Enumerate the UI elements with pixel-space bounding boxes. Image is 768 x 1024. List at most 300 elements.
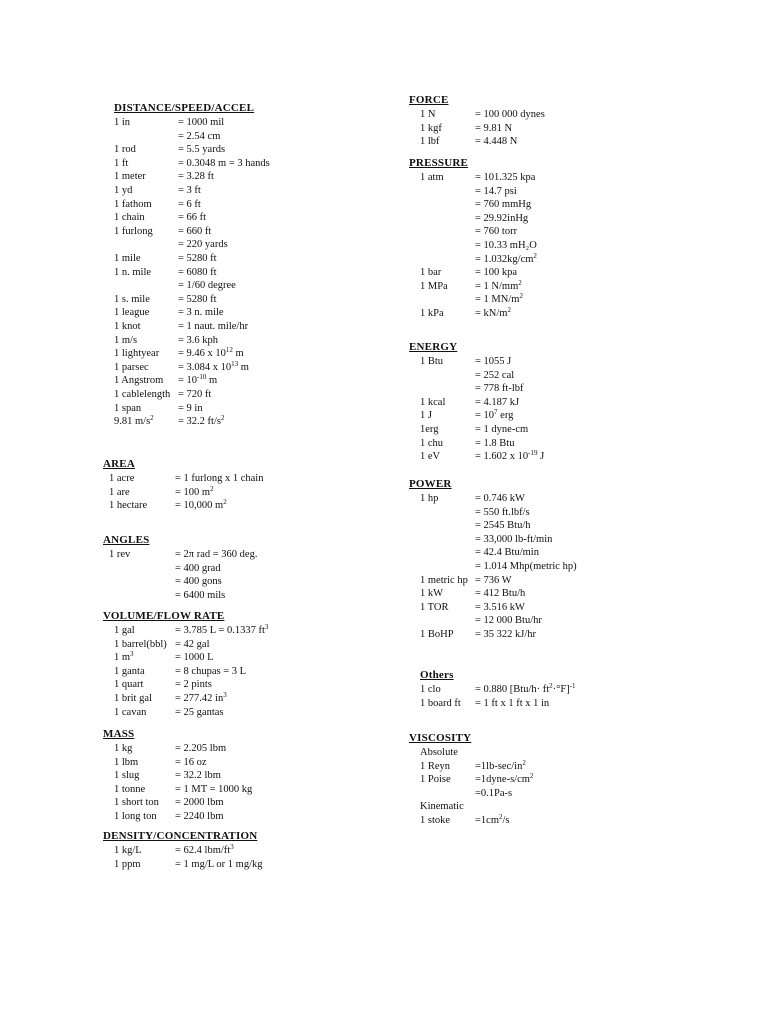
conversion-row bbox=[420, 293, 680, 306]
conversion-row bbox=[420, 185, 680, 198]
unit-text: 1 kW bbox=[420, 588, 444, 600]
equivalent-value bbox=[175, 665, 246, 678]
value-superscript: 2 bbox=[533, 251, 537, 260]
equivalent-value bbox=[175, 706, 224, 719]
value-superscript: 2 bbox=[518, 278, 522, 287]
unit-label bbox=[114, 116, 130, 129]
unit-label bbox=[114, 638, 167, 651]
unit-text: 1 n. mile bbox=[114, 266, 152, 278]
value-text: = 1 mg/L or 1 mg/kg bbox=[175, 858, 263, 870]
equivalent-value bbox=[475, 253, 537, 266]
unit-text: Kinematic bbox=[420, 801, 464, 813]
value-superscript: 2 bbox=[522, 758, 526, 767]
unit-label bbox=[420, 437, 443, 450]
conversion-row bbox=[420, 396, 680, 409]
value-text: = 2π rad = 360 deg. bbox=[175, 549, 258, 560]
equivalent-value bbox=[175, 692, 227, 705]
conversion-row bbox=[420, 280, 680, 293]
equivalent-value bbox=[175, 472, 263, 485]
unit-label bbox=[114, 706, 146, 719]
equivalent-value bbox=[178, 347, 244, 360]
unit-label bbox=[114, 320, 141, 333]
value-text: =1lb-sec/in bbox=[475, 760, 523, 772]
section-title-distance: DISTANCE/SPEED/ACCEL bbox=[114, 102, 255, 114]
unit-label bbox=[420, 396, 445, 409]
section-title-volume: VOLUME/FLOW RATE bbox=[103, 610, 225, 622]
equivalent-value bbox=[475, 574, 512, 587]
conversion-row bbox=[114, 143, 374, 156]
value-suffix: /s bbox=[502, 815, 510, 826]
conversion-row bbox=[114, 170, 374, 183]
equivalent-value bbox=[475, 280, 522, 293]
unit-label bbox=[114, 211, 145, 224]
unit-text: 1 league bbox=[114, 307, 150, 319]
value-text: = 760 torr bbox=[475, 226, 518, 238]
unit-text: 1 m bbox=[114, 652, 131, 664]
equivalent-value bbox=[175, 769, 221, 782]
conversion-row bbox=[114, 347, 374, 360]
equivalent-value bbox=[475, 697, 549, 710]
value-text: = 6400 mils bbox=[175, 589, 226, 601]
unit-text: 1 J bbox=[420, 410, 432, 422]
conversion-row bbox=[420, 519, 680, 532]
equivalent-value bbox=[178, 143, 225, 156]
value-text: = 5.5 yards bbox=[178, 144, 226, 156]
conversion-row bbox=[114, 665, 374, 678]
section-title-force: FORCE bbox=[409, 94, 449, 106]
unit-label bbox=[114, 402, 141, 415]
conversion-row bbox=[420, 450, 680, 463]
value-superscript: 3 bbox=[230, 843, 234, 851]
equivalent-value bbox=[175, 575, 222, 588]
conversion-row bbox=[114, 293, 374, 306]
unit-text: 1 tonne bbox=[114, 783, 146, 795]
value-text: = 25 gantas bbox=[175, 706, 224, 718]
unit-text: 1 TOR bbox=[420, 601, 449, 613]
unit-text: 1 are bbox=[109, 486, 130, 498]
conversion-row bbox=[114, 769, 374, 782]
unit-text: 1 mile bbox=[114, 253, 141, 264]
conversion-row bbox=[114, 678, 374, 691]
conversion-row bbox=[420, 760, 680, 773]
unit-text: 1 furlong bbox=[114, 225, 153, 237]
equivalent-value bbox=[178, 334, 218, 347]
conversion-row bbox=[420, 628, 680, 641]
conversion-row bbox=[420, 800, 680, 813]
unit-text: Absolute bbox=[420, 747, 458, 758]
value-text: = 252 cal bbox=[475, 369, 515, 381]
value-text: = 2 pints bbox=[175, 679, 212, 691]
unit-text: 1 hp bbox=[420, 493, 439, 504]
value-text: =0.1Pa-s bbox=[475, 787, 513, 799]
unit-text: 1 rev bbox=[109, 549, 131, 560]
equivalent-value bbox=[475, 519, 531, 532]
conversion-row bbox=[114, 184, 374, 197]
unit-label bbox=[420, 266, 441, 279]
unit-label bbox=[420, 773, 451, 786]
equivalent-value bbox=[475, 108, 545, 121]
conversion-row bbox=[114, 402, 374, 415]
conversion-row bbox=[420, 198, 680, 211]
equivalent-value bbox=[178, 306, 224, 319]
value-superscript: 2 bbox=[499, 813, 503, 821]
value-text: = 1000 L bbox=[175, 652, 214, 664]
value-text: = 1000 mil bbox=[178, 117, 225, 128]
conversion-row bbox=[114, 266, 374, 279]
conversion-row bbox=[420, 437, 680, 450]
conversion-row bbox=[420, 683, 680, 696]
unit-text: 1 kcal bbox=[420, 396, 446, 408]
equivalent-value bbox=[475, 560, 577, 573]
conversion-row bbox=[420, 814, 680, 827]
value-suffix: ·°F] bbox=[552, 684, 570, 695]
conversion-row bbox=[420, 355, 680, 368]
value-text: = 5280 ft bbox=[178, 253, 217, 264]
value-text: = 10.33 mH₂O bbox=[475, 240, 537, 251]
conversion-row bbox=[420, 533, 680, 546]
equivalent-value bbox=[178, 211, 206, 224]
equivalent-value bbox=[475, 450, 544, 463]
unit-label bbox=[114, 742, 132, 755]
conversion-row bbox=[114, 211, 374, 224]
equivalent-value bbox=[475, 628, 536, 641]
value-text: = kN/m bbox=[475, 308, 508, 319]
section-title-angles: ANGLES bbox=[103, 534, 150, 546]
value-text: = 2000 lbm bbox=[175, 797, 224, 809]
equivalent-value bbox=[475, 614, 542, 627]
value-text: = 42 gal bbox=[175, 638, 210, 650]
value-text: = 3.28 ft bbox=[178, 171, 214, 183]
equivalent-value bbox=[475, 239, 537, 252]
equivalent-value bbox=[475, 533, 552, 546]
conversion-row bbox=[114, 157, 374, 170]
unit-label bbox=[114, 306, 149, 319]
section-title-power: POWER bbox=[409, 478, 452, 490]
equivalent-value bbox=[475, 355, 511, 368]
equivalent-value bbox=[475, 369, 514, 382]
equivalent-value bbox=[178, 293, 217, 306]
value-superscript: 3 bbox=[223, 691, 227, 699]
value-text: = 720 ft bbox=[178, 389, 212, 400]
value-text: = 32.2 ft/s bbox=[178, 416, 221, 428]
conversion-row bbox=[109, 562, 369, 575]
conversion-row bbox=[420, 773, 680, 786]
equivalent-value bbox=[475, 212, 528, 225]
unit-label bbox=[114, 844, 142, 857]
unit-text: 1 eV bbox=[420, 451, 441, 463]
equivalent-value bbox=[175, 796, 224, 809]
unit-text: 1 BoHP bbox=[420, 629, 454, 640]
value-superscript: 2 bbox=[519, 292, 523, 301]
unit-text: 1 board ft bbox=[420, 697, 461, 709]
unit-text: 1 barrel(bbl) bbox=[114, 638, 167, 650]
section-title-density: DENSITY/CONCENTRATION bbox=[103, 830, 258, 842]
conversion-row bbox=[114, 796, 374, 809]
unit-text: 1 in bbox=[114, 117, 131, 128]
value-text: = 1 MN/m bbox=[475, 294, 520, 306]
unit-text: 1 kgf bbox=[420, 122, 442, 134]
conversion-row bbox=[114, 624, 374, 637]
value-text: = 3.084 x 10 bbox=[178, 361, 232, 373]
conversion-row bbox=[114, 388, 374, 401]
unit-label bbox=[114, 225, 153, 238]
unit-label bbox=[420, 409, 432, 422]
unit-label bbox=[114, 624, 135, 637]
equivalent-value bbox=[475, 773, 533, 786]
unit-text: 1 atm bbox=[420, 172, 444, 183]
equivalent-value bbox=[475, 266, 517, 279]
unit-label bbox=[114, 252, 141, 265]
conversion-row bbox=[114, 130, 374, 143]
value-text: = 1 dyne-cm bbox=[475, 424, 529, 435]
equivalent-value bbox=[475, 587, 525, 600]
value-text: = 2.54 cm bbox=[178, 130, 221, 142]
equivalent-value bbox=[178, 415, 224, 428]
equivalent-value bbox=[178, 225, 211, 238]
value-text: = 1 MT = 1000 kg bbox=[175, 783, 253, 795]
unit-text: 1 ft bbox=[114, 157, 129, 169]
equivalent-value bbox=[178, 116, 224, 129]
conversion-row bbox=[114, 320, 374, 333]
value-text: =1dyne-s/cm bbox=[475, 774, 530, 786]
equivalent-value bbox=[175, 562, 221, 575]
conversion-row bbox=[420, 787, 680, 800]
value-text: = 220 yards bbox=[178, 239, 228, 251]
conversion-row bbox=[114, 638, 374, 651]
value-text: = 62.4 lbm/ft bbox=[175, 845, 231, 856]
value-text: =1cm bbox=[475, 815, 499, 826]
value-text: = 10 bbox=[178, 375, 198, 387]
unit-label bbox=[114, 198, 152, 211]
equivalent-value bbox=[175, 624, 268, 637]
value-text: = 400 gons bbox=[175, 576, 222, 588]
value-text: = 12 000 Btu/hr bbox=[475, 615, 542, 627]
unit-text: 1 meter bbox=[114, 171, 146, 183]
equivalent-value bbox=[178, 388, 211, 401]
unit-label bbox=[114, 170, 146, 183]
unit-text: 1 lightyear bbox=[114, 348, 160, 360]
unit-label bbox=[114, 388, 170, 401]
value-text: = 412 Btu/h bbox=[475, 588, 526, 600]
equivalent-value bbox=[475, 787, 512, 800]
value-text: = 33,000 lb-ft/min bbox=[475, 533, 553, 545]
equivalent-value bbox=[178, 170, 214, 183]
unit-label bbox=[420, 601, 449, 614]
unit-label bbox=[420, 697, 461, 710]
conversion-row bbox=[114, 858, 374, 871]
unit-text: 1 kg/L bbox=[114, 845, 142, 856]
conversion-row bbox=[420, 697, 680, 710]
value-superscript: -10 bbox=[197, 373, 207, 382]
conversion-row bbox=[420, 212, 680, 225]
unit-text: 1 m/s bbox=[114, 334, 138, 346]
equivalent-value bbox=[178, 320, 248, 333]
unit-label bbox=[114, 692, 152, 705]
conversion-row bbox=[114, 844, 374, 857]
equivalent-value bbox=[475, 683, 576, 696]
equivalent-value bbox=[175, 858, 263, 871]
equivalent-value bbox=[475, 423, 528, 436]
conversion-row bbox=[420, 574, 680, 587]
equivalent-value bbox=[475, 293, 523, 306]
value-text: = 1 furlong x 1 chain bbox=[175, 473, 264, 484]
value-suffix: J bbox=[537, 451, 545, 463]
equivalent-value bbox=[175, 742, 226, 755]
value-text: = 66 ft bbox=[178, 212, 207, 224]
equivalent-value bbox=[175, 756, 207, 769]
value-text: = 32.2 lbm bbox=[175, 770, 221, 782]
value-text: = 400 grad bbox=[175, 562, 221, 574]
equivalent-value bbox=[475, 225, 517, 238]
conversion-row bbox=[420, 369, 680, 382]
unit-text: 1 slug bbox=[114, 770, 140, 782]
value-text: = 10,000 m bbox=[175, 500, 224, 512]
unit-text: 1 chain bbox=[114, 212, 145, 224]
value-text: = 8 chupas = 3 L bbox=[175, 665, 247, 677]
value-superscript: 2 bbox=[210, 484, 214, 493]
value-text: = 2240 lbm bbox=[175, 811, 224, 822]
unit-text: 1 clo bbox=[420, 684, 441, 695]
value-text: = 100 kpa bbox=[475, 267, 518, 279]
unit-label bbox=[420, 814, 450, 827]
value-text: = 277.42 in bbox=[175, 693, 224, 704]
equivalent-value bbox=[178, 402, 203, 415]
unit-label bbox=[420, 450, 440, 463]
unit-text: 1 lbf bbox=[420, 136, 440, 148]
equivalent-value bbox=[475, 307, 511, 320]
value-superscript: 7 bbox=[494, 408, 498, 417]
unit-label bbox=[114, 143, 136, 156]
unit-label bbox=[420, 587, 443, 600]
unit-text: 1 long ton bbox=[114, 811, 157, 822]
value-text: = 550 ft.lbf/s bbox=[475, 506, 530, 518]
unit-label bbox=[114, 415, 154, 428]
unit-label bbox=[109, 499, 147, 512]
value-superscript: 2 bbox=[549, 682, 553, 690]
conversion-row bbox=[420, 266, 680, 279]
value-suffix: m bbox=[232, 348, 244, 360]
equivalent-value bbox=[178, 374, 217, 387]
unit-label bbox=[114, 769, 139, 782]
conversion-row bbox=[420, 239, 680, 252]
equivalent-value bbox=[475, 760, 526, 773]
value-text: = 100 m bbox=[175, 486, 211, 498]
value-text: = 1/60 degree bbox=[178, 280, 236, 292]
section-title-energy: ENERGY bbox=[409, 341, 458, 353]
equivalent-value bbox=[178, 130, 220, 143]
unit-text: 1 hectare bbox=[109, 500, 148, 512]
value-text: = 100 000 dynes bbox=[475, 109, 545, 120]
unit-text: 1 fathom bbox=[114, 198, 152, 210]
value-text: = 736 W bbox=[475, 574, 512, 586]
unit-label bbox=[420, 355, 443, 368]
conversion-row bbox=[420, 122, 680, 135]
value-text: = 4.448 N bbox=[475, 136, 518, 148]
equivalent-value bbox=[175, 499, 227, 512]
unit-text: 1 brit gal bbox=[114, 693, 152, 704]
unit-label bbox=[114, 756, 138, 769]
unit-label bbox=[114, 665, 145, 678]
conversion-row bbox=[114, 306, 374, 319]
equivalent-value bbox=[175, 651, 214, 664]
unit-label bbox=[420, 492, 438, 505]
value-text: = 3.516 kW bbox=[475, 601, 525, 613]
equivalent-value bbox=[475, 185, 517, 198]
value-superscript: 12 bbox=[225, 346, 233, 355]
unit-text: 1 yd bbox=[114, 185, 133, 196]
unit-label bbox=[114, 858, 141, 871]
value-text: = 3.6 kph bbox=[178, 334, 219, 346]
value-text: = 1 ft x 1 ft x 1 in bbox=[475, 697, 550, 709]
conversion-row bbox=[114, 651, 374, 664]
unit-text: 1 knot bbox=[114, 321, 141, 332]
unit-text: 1 parsec bbox=[114, 361, 149, 373]
equivalent-value bbox=[475, 122, 512, 135]
unit-label bbox=[420, 108, 435, 121]
value-suffix: m bbox=[238, 361, 249, 373]
equivalent-value bbox=[475, 506, 530, 519]
equivalent-value bbox=[178, 157, 270, 170]
conversion-row bbox=[114, 225, 374, 238]
equivalent-value bbox=[178, 279, 236, 292]
unit-label bbox=[420, 800, 464, 813]
value-superscript: -19 bbox=[528, 449, 538, 458]
conversion-row bbox=[420, 601, 680, 614]
unit-label bbox=[114, 810, 157, 823]
unit-text: 9.81 m/s bbox=[114, 416, 151, 428]
value-superscript: 2 bbox=[220, 414, 225, 423]
conversion-row bbox=[420, 225, 680, 238]
unit-label bbox=[420, 746, 458, 759]
value-text: = 5280 ft bbox=[178, 293, 217, 305]
unit-label bbox=[114, 334, 137, 347]
conversion-row bbox=[420, 171, 680, 184]
unit-text: 1 ganta bbox=[114, 665, 145, 677]
value-text: = 6080 ft bbox=[178, 266, 217, 278]
unit-text: 1 Angstrom bbox=[114, 375, 164, 387]
conversion-row bbox=[420, 587, 680, 600]
equivalent-value bbox=[175, 678, 212, 691]
conversion-row bbox=[420, 135, 680, 148]
value-text: = 10 bbox=[475, 410, 495, 422]
conversion-row bbox=[109, 575, 369, 588]
unit-text: 1 rod bbox=[114, 144, 136, 156]
value-superscript: 13 bbox=[231, 359, 239, 368]
value-text: = 1.032kg/cm bbox=[475, 253, 534, 265]
unit-text: 1 metric hp bbox=[420, 574, 468, 586]
conversion-row bbox=[420, 307, 680, 320]
conversion-row bbox=[420, 492, 680, 505]
unit-label bbox=[114, 361, 149, 374]
unit-label bbox=[114, 184, 132, 197]
value-text: = 2.205 lbm bbox=[175, 743, 227, 754]
unit-text: 1 span bbox=[114, 402, 142, 414]
equivalent-value bbox=[475, 382, 524, 395]
value-text: = 1055 J bbox=[475, 356, 512, 367]
equivalent-value bbox=[175, 589, 225, 602]
conversion-row bbox=[420, 382, 680, 395]
section-title-viscosity: VISCOSITY bbox=[409, 732, 472, 744]
conversion-row bbox=[114, 238, 374, 251]
unit-text: 1erg bbox=[420, 424, 439, 435]
unit-label bbox=[420, 760, 450, 773]
unit-label bbox=[420, 574, 468, 587]
unit-label bbox=[420, 423, 438, 436]
value-text: = 4.187 kJ bbox=[475, 396, 520, 408]
value-text: = 660 ft bbox=[178, 225, 212, 237]
unit-label bbox=[420, 683, 441, 696]
value-text: = 778 ft-lbf bbox=[475, 383, 524, 395]
